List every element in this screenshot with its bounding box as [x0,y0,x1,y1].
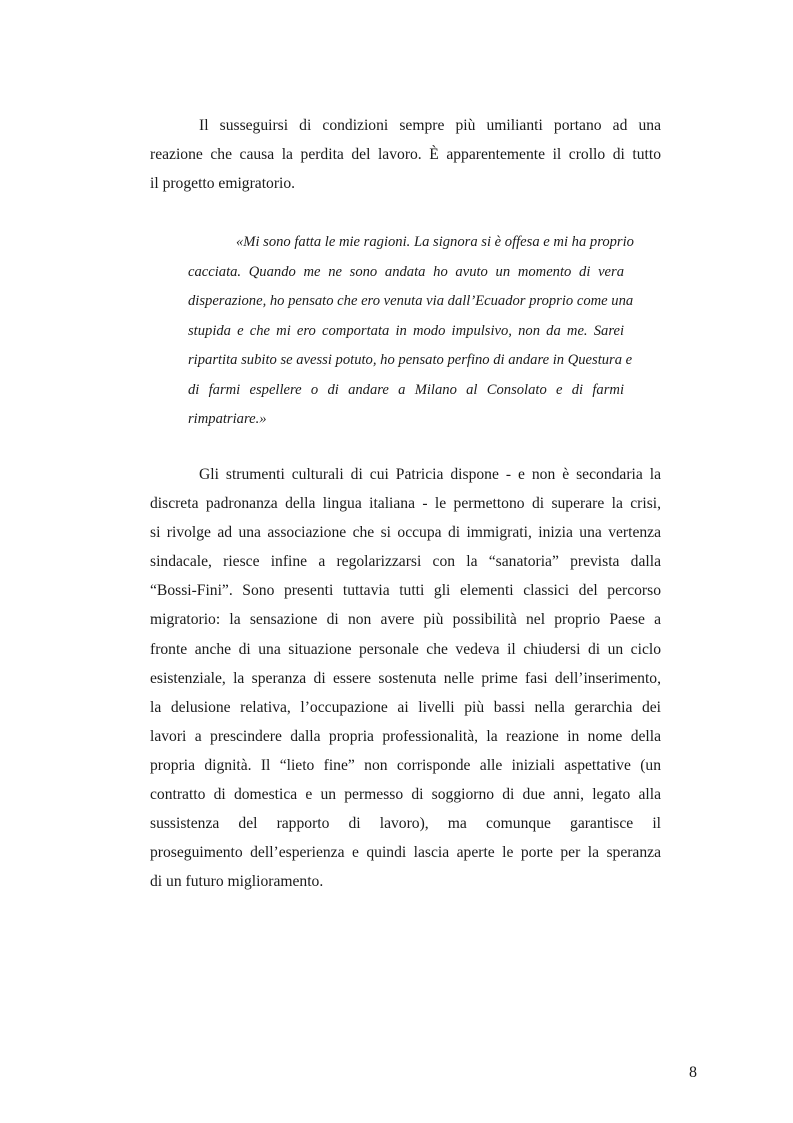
text-line: migratorio: la sensazione di non avere più possibilità nel proprio Paese a [150,611,661,629]
text-line: propria dignità. Il “lieto fine” non corrisponde alle iniziali aspettative (un [150,756,661,774]
text-line: proseguimento dell’esperienza e quindi lascia aperte le porte per la speranza [150,844,661,862]
text-line: contratto di domestica e un permesso di soggiorno di due anni, legato alla [150,786,661,804]
text-line: si rivolge ad una associazione che si occupa di immigrati, inizia una vertenza [150,524,661,542]
text-line: sussistenza del rapporto di lavoro), ma comunque garantisce il [150,815,661,833]
quote-line: cacciata. Quando me ne sono andata ho avuto un momento di vera [188,263,624,280]
page-number: 8 [689,1064,697,1081]
quote-line: rimpatriare.» [188,411,267,427]
paragraph-2 [150,460,661,896]
text-line: Gli strumenti culturali di cui Patricia dispone - e non è secondaria la [199,466,661,483]
text-line: lavori a prescindere dalla propria professionalità, la reazione in nome della [150,727,661,745]
quote-line: stupida e che mi ero comportata in modo impulsivo, non da me. Sarei [188,322,624,339]
text-line: “Bossi-Fini”. Sono presenti tuttavia tutti gli elementi classici del percorso [150,582,661,600]
text-line: esistenziale, la speranza di essere sostenuta nelle prime fasi dell’inserimento, [150,669,661,687]
quote-line: ripartita subito se avessi potuto, ho pensato perfino di andare in Questura e [188,352,633,368]
quote-line: di farmi espellere o di andare a Milano al Consolato e di farmi [188,381,624,398]
text-line: sindacale, riesce infine a regolarizzarsi con la “sanatoria” prevista dalla [150,553,661,571]
text-line: Il susseguirsi di condizioni sempre più umilianti portano ad una [199,117,661,134]
text-line: fronte anche di una situazione personale che vedeva il chiudersi di un ciclo [150,640,661,658]
text-line: reazione che causa la perdita del lavoro. È apparentemente il crollo di tutto [150,146,661,164]
paragraph-1 [150,111,661,198]
text-line: la delusione relativa, l’occupazione ai livelli più bassi nella gerarchia dei [150,698,661,716]
text-line: il progetto emigratorio. [150,175,296,193]
quote-line: «Mi sono fatta le mie ragioni. La signora si è offesa e mi ha proprio [236,234,634,250]
block-quote [188,228,634,435]
quote-line: disperazione, ho pensato che ero venuta via dall’Ecuador proprio come una [188,293,634,309]
text-line: di un futuro miglioramento. [150,873,324,891]
text-line: discreta padronanza della lingua italiana - le permettono di superare la crisi, [150,495,661,513]
